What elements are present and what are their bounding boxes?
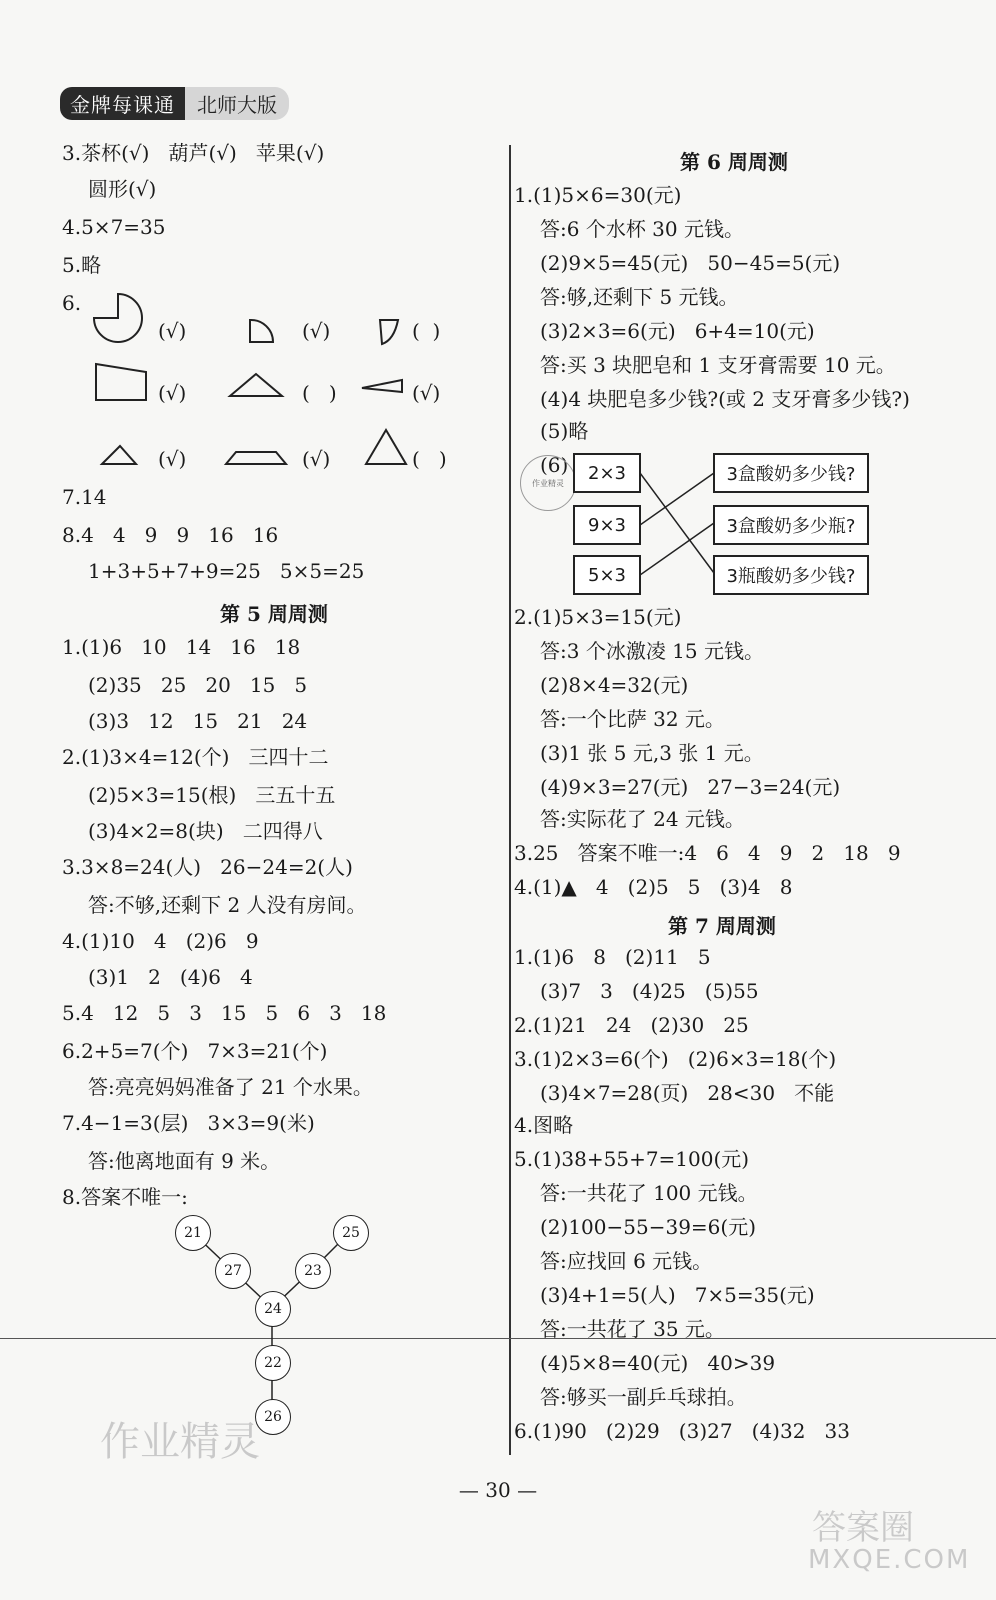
q6-mark-6: (√) [412, 381, 441, 405]
left-q4: 4.5×7=35 [62, 215, 166, 239]
w7-line: 1.(1)6 8 (2)11 5 [514, 945, 711, 969]
left-q7: 7.14 [62, 485, 107, 509]
w5-line: (2)35 25 20 15 5 [88, 673, 308, 697]
w7-line: 答:应找回 6 元钱。 [540, 1249, 713, 1273]
book-header [60, 88, 289, 118]
left-q8a: 8.4 4 9 9 16 16 [62, 523, 279, 547]
w5-line: 2.(1)3×4=12(个) 三四十二 [62, 745, 329, 769]
w7-line: 答:一共花了 35 元。 [540, 1317, 725, 1341]
q6-mark-2: (√) [302, 319, 331, 343]
d-shape [380, 320, 398, 344]
w5-line: (2)5×3=15(根) 三五十五 [88, 783, 336, 807]
match-right-box: 3盒酸奶多少钱? [713, 453, 869, 493]
book-edition: 北师大版 [185, 87, 289, 120]
w5-line: (3)4×2=8(块) 二四得八 [88, 819, 323, 843]
week6-title: 第 6 周周测 [680, 150, 788, 174]
w6-line: (2)9×5=45(元) 50−45=5(元) [540, 251, 841, 275]
tree-node: 23 [295, 1253, 331, 1289]
w7-line: (3)4×7=28(页) 28<30 不能 [540, 1081, 835, 1105]
w7-line: 5.(1)38+55+7=100(元) [514, 1147, 750, 1171]
tree-node: 26 [255, 1399, 291, 1435]
w6-line: 答:6 个水杯 30 元钱。 [540, 217, 744, 241]
w7-line: (2)100−55−39=6(元) [540, 1215, 757, 1239]
pacman-shape [94, 294, 142, 342]
tree-node: 25 [333, 1215, 369, 1251]
w5-line: 答:他离地面有 9 米。 [88, 1149, 281, 1173]
page-number: — 30 — [458, 1478, 538, 1502]
w7-line: (3)4+1=5(人) 7×5=35(元) [540, 1283, 815, 1307]
half-circle-shape [250, 320, 273, 342]
w6b-line: (3)1 张 5 元,3 张 1 元。 [540, 741, 764, 765]
thin-triangle-shape [362, 380, 402, 392]
w7-line: 2.(1)21 24 (2)30 25 [514, 1013, 749, 1037]
q6-mark-4: (√) [158, 381, 187, 405]
w7-line: 6.(1)90 (2)29 (3)27 (4)32 33 [514, 1419, 850, 1443]
match-right-box: 3瓶酸奶多少钱? [713, 555, 869, 595]
week5-title: 第 5 周周测 [220, 602, 328, 626]
w5-line: 8.答案不唯一: [62, 1185, 188, 1209]
trapezoid-shape [96, 364, 146, 400]
w6b-line: 2.(1)5×3=15(元) [514, 605, 682, 629]
q6-mark-8: (√) [302, 447, 331, 471]
w7-line: (3)7 3 (4)25 (5)55 [540, 979, 759, 1003]
match-left-box: 5×3 [573, 555, 641, 595]
week7-title: 第 7 周周测 [668, 914, 776, 938]
w6-line: (6) [540, 453, 569, 477]
w5-line: 4.(1)10 4 (2)6 9 [62, 929, 259, 953]
tree-node: 22 [255, 1345, 291, 1381]
stamp-seal: 作业精灵 [520, 455, 576, 511]
tree-node: 24 [255, 1291, 291, 1327]
w5-line: (3)3 12 15 21 24 [88, 709, 308, 733]
small-triangle-shape [102, 446, 136, 464]
w5-line: 答:亮亮妈妈准备了 21 个水果。 [88, 1075, 373, 1099]
w5-line: 答:不够,还剩下 2 人没有房间。 [88, 893, 367, 917]
w7-line: 4.图略 [514, 1113, 574, 1137]
left-q3a: 3.茶杯(√) 葫芦(√) 苹果(√) [62, 141, 325, 165]
watermark-logo: 作业精灵 [100, 1419, 260, 1465]
left-q6: 6. [62, 291, 82, 315]
left-q5: 5.略 [62, 253, 102, 277]
flat-trapezoid-shape [226, 452, 286, 464]
w5-line: 3.3×8=24(人) 26−24=2(人) [62, 855, 353, 879]
w6b-line: 3.25 答案不唯一:4 6 4 9 2 18 9 [514, 841, 901, 865]
tree-node: 21 [175, 1215, 211, 1251]
left-q3b: 圆形(√) [88, 177, 157, 201]
w6b-line: (2)8×4=32(元) [540, 673, 689, 697]
w5-line: 6.2+5=7(个) 7×3=21(个) [62, 1039, 328, 1063]
w6b-line: 4.(1)▲ 4 (2)5 5 (3)4 8 [514, 875, 793, 899]
w5-line: 7.4−1=3(层) 3×3=9(米) [62, 1111, 315, 1135]
q6-mark-3: ( ) [412, 319, 441, 343]
w7-line: (4)5×8=40(元) 40>39 [540, 1351, 776, 1375]
match-left-box: 2×3 [573, 453, 641, 493]
q6-mark-7: (√) [158, 447, 187, 471]
q6-mark-1: (√) [158, 319, 187, 343]
watermark-url: MXQE.COM [808, 1545, 971, 1575]
w7-line: 答:够买一副乒乓球拍。 [540, 1385, 747, 1409]
tree-node: 27 [215, 1253, 251, 1289]
match-right-box: 3盒酸奶多少瓶? [713, 505, 869, 545]
w6b-line: 答:一个比萨 32 元。 [540, 707, 725, 731]
w5-line: 1.(1)6 10 14 16 18 [62, 635, 301, 659]
w5-line: 5.4 12 5 3 15 5 6 3 18 [62, 1001, 387, 1025]
q6-mark-5: ( ) [302, 381, 337, 405]
match-lines [640, 455, 720, 595]
w6-line: 答:买 3 块肥皂和 1 支牙膏需要 10 元。 [540, 353, 896, 377]
column-divider [509, 145, 511, 1455]
w6-line: (5)略 [540, 419, 589, 443]
w7-line: 答:一共花了 100 元钱。 [540, 1181, 758, 1205]
left-q8b: 1+3+5+7+9=25 5×5=25 [88, 559, 365, 583]
w5-line: (3)1 2 (4)6 4 [88, 965, 253, 989]
w6b-line: (4)9×3=27(元) 27−3=24(元) [540, 775, 841, 799]
triangle-shape [230, 374, 282, 396]
w6-line: (4)4 块肥皂多少钱?(或 2 支牙膏多少钱?) [540, 387, 910, 411]
w6-line: 1.(1)5×6=30(元) [514, 183, 682, 207]
match-left-box: 9×3 [573, 505, 641, 545]
page-rule [0, 1338, 996, 1339]
w7-line: 3.(1)2×3=6(个) (2)6×3=18(个) [514, 1047, 837, 1071]
w6-line: 答:够,还剩下 5 元钱。 [540, 285, 739, 309]
big-triangle-shape [366, 430, 406, 464]
w6-line: (3)2×3=6(元) 6+4=10(元) [540, 319, 815, 343]
watermark-logo-2: 答案圈 [812, 1508, 914, 1548]
w6b-line: 答:实际花了 24 元钱。 [540, 807, 745, 831]
w6b-line: 答:3 个冰激凌 15 元钱。 [540, 639, 764, 663]
book-title: 金牌每课通 [60, 87, 185, 120]
q6-mark-9: ( ) [412, 447, 447, 471]
